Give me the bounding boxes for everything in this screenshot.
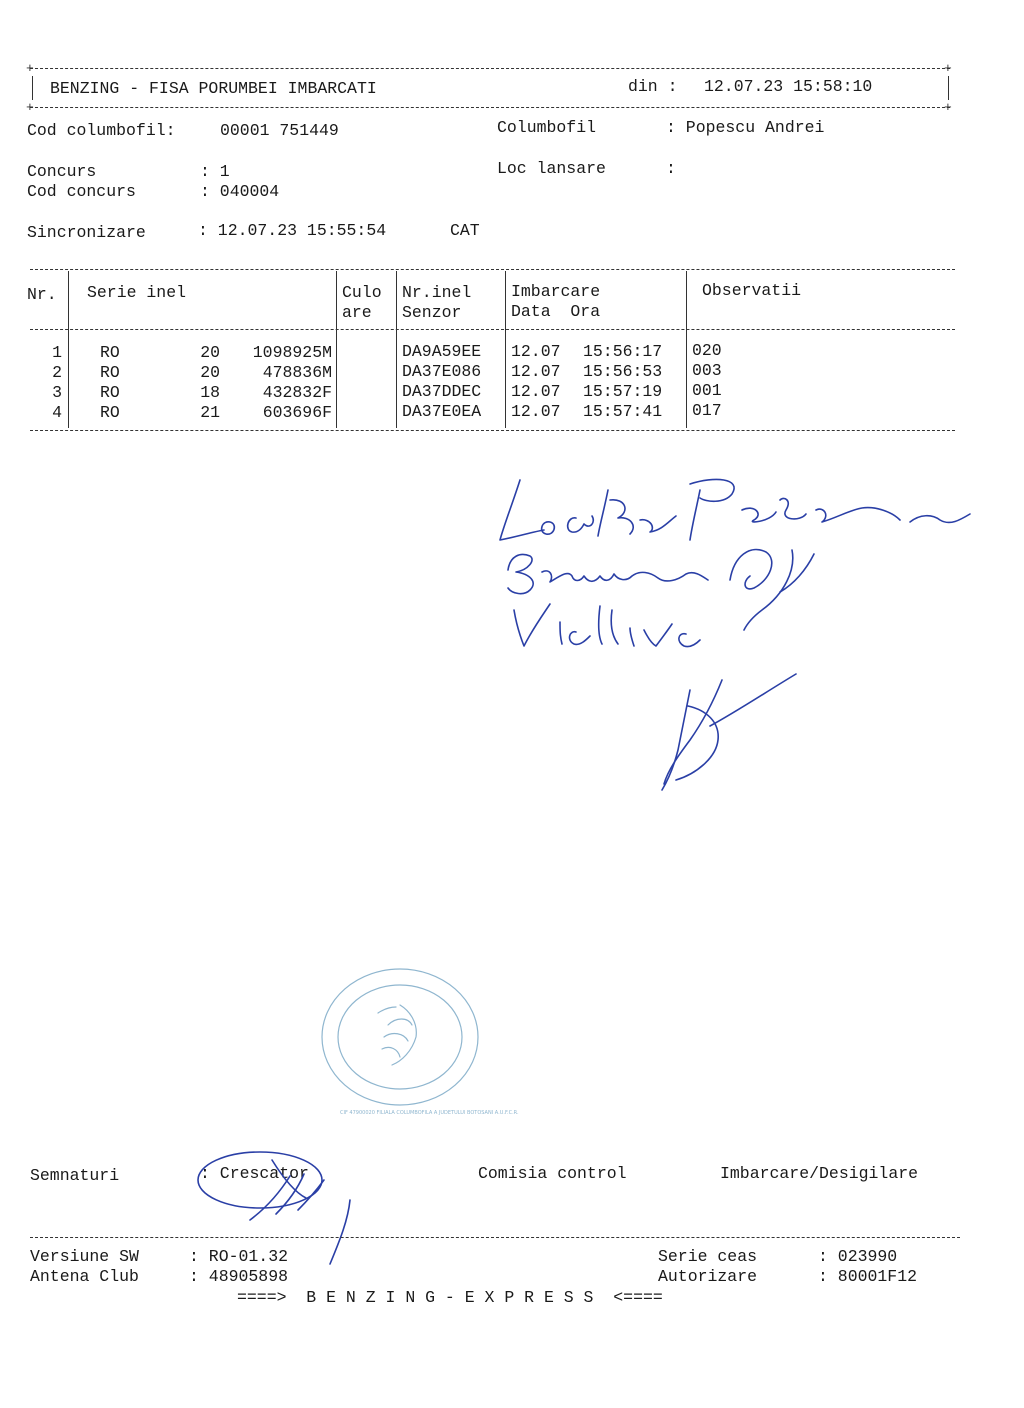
cod-concurs-value: : 040004 (200, 182, 280, 201)
col-header-nr-inel-1: Nr.inel (402, 283, 472, 302)
columbofil-value: : Popescu Andrei (666, 118, 825, 137)
row-1-senzor: DA9A59EE (402, 342, 482, 361)
brand-banner: ====> B E N Z I N G - E X P R E S S <==== (237, 1288, 663, 1307)
club-stamp (318, 965, 482, 1109)
comisia-label: Comisia control (478, 1164, 627, 1183)
header-corner-br: + (944, 100, 952, 115)
sincronizare-value: : 12.07.23 15:55:54 (198, 221, 387, 240)
row-2-senzor: DA37E086 (402, 362, 482, 381)
row-4-senzor: DA37E0EA (402, 402, 482, 421)
row-2-nr: 2 (52, 363, 62, 382)
col-header-culoare-2: are (342, 303, 372, 322)
row-4-ring: 603696F (262, 403, 332, 422)
concurs-label: Concurs (27, 162, 97, 181)
table-header-rule (30, 329, 955, 330)
row-2-ring: 478836M (262, 363, 332, 382)
header-left-edge (32, 76, 33, 100)
serie-ceas-value: : 023990 (818, 1247, 898, 1266)
page-title: BENZING - FISA PORUMBEI IMBARCATI (50, 79, 377, 98)
table-top-rule (30, 269, 955, 270)
row-1-ring: 1098925M (252, 343, 332, 362)
row-1-ora: 15:56:17 (583, 342, 663, 361)
header-bottom-rule (30, 107, 950, 108)
imbarcare-desigilare-label: Imbarcare/Desigilare (720, 1164, 919, 1183)
header-corner-tr: + (944, 61, 952, 76)
loc-lansare-value: : (666, 159, 676, 178)
antena-label: Antena Club (30, 1267, 139, 1286)
row-4-nr: 4 (52, 403, 62, 422)
col-header-nr: Nr. (27, 285, 57, 304)
col-header-observatii: Observatii (702, 281, 802, 300)
row-4-country: RO (100, 403, 120, 422)
loc-lansare-label: Loc lansare (497, 159, 606, 178)
table-bottom-rule (30, 430, 955, 431)
sincronizare-label: Sincronizare (27, 223, 146, 242)
autorizare-label: Autorizare (658, 1267, 758, 1286)
versiune-label: Versiune SW (30, 1247, 139, 1266)
col-header-imbarcare-2: Data Ora (511, 302, 601, 321)
row-4-ora: 15:57:41 (583, 402, 663, 421)
col-sep-4 (505, 271, 506, 428)
cod-columbofil-label: Cod columbofil: (27, 121, 176, 140)
cod-concurs-label: Cod concurs (27, 182, 136, 201)
handwritten-note (480, 460, 980, 660)
row-2-country: RO (100, 363, 120, 382)
row-3-year: 18 (200, 383, 220, 402)
row-4-obs: 017 (692, 401, 722, 420)
row-4-year: 21 (200, 403, 220, 422)
row-3-obs: 001 (692, 381, 722, 400)
row-2-year: 20 (200, 363, 220, 382)
concurs-value: : 1 (200, 162, 230, 181)
row-2-ora: 15:56:53 (583, 362, 663, 381)
row-2-obs: 003 (692, 361, 722, 380)
sincronizare-tz: CAT (450, 221, 480, 240)
header-top-rule (30, 68, 950, 69)
col-header-culoare-1: Culo (342, 283, 382, 302)
row-3-ring: 432832F (262, 383, 332, 402)
row-1-year: 20 (200, 343, 220, 362)
col-header-serie-inel: Serie inel (87, 283, 187, 302)
row-1-data: 12.07 (511, 342, 561, 361)
row-1-nr: 1 (52, 343, 62, 362)
antena-value: : 48905898 (189, 1267, 289, 1286)
signature-mark (650, 670, 810, 800)
versiune-value: : RO-01.32 (189, 1247, 289, 1266)
row-1-country: RO (100, 343, 120, 362)
row-4-data: 12.07 (511, 402, 561, 421)
row-1-obs: 020 (692, 341, 722, 360)
row-3-country: RO (100, 383, 120, 402)
stamp-text: CIF 47900020 FILIALA COLUMBOFILA A JUDETULUI BOTOSANI A.U.F.C.R. (340, 1110, 519, 1116)
din-value: 12.07.23 15:58:10 (704, 77, 873, 96)
header-corner-bl: + (26, 100, 34, 115)
col-sep-5 (686, 271, 687, 428)
row-3-data: 12.07 (511, 382, 561, 401)
col-sep-1 (68, 271, 69, 428)
autorizare-value: : 80001F12 (818, 1267, 918, 1286)
row-3-ora: 15:57:19 (583, 382, 663, 401)
col-header-imbarcare-1: Imbarcare (511, 282, 601, 301)
crescator-label: : Crescator (200, 1164, 309, 1183)
serie-ceas-label: Serie ceas (658, 1247, 758, 1266)
col-sep-2 (336, 271, 337, 428)
row-3-senzor: DA37DDEC (402, 382, 482, 401)
row-3-nr: 3 (52, 383, 62, 402)
row-2-data: 12.07 (511, 362, 561, 381)
cod-columbofil-value: 00001 751449 (220, 121, 339, 140)
col-header-nr-inel-2: Senzor (402, 303, 462, 322)
semnaturi-label: Semnaturi (30, 1166, 120, 1185)
header-right-edge (948, 76, 949, 100)
header-corner-tl: + (26, 61, 34, 76)
col-sep-3 (396, 271, 397, 428)
signature-rule (30, 1237, 960, 1238)
columbofil-label: Columbofil (497, 118, 597, 137)
din-label: din : (628, 77, 678, 96)
